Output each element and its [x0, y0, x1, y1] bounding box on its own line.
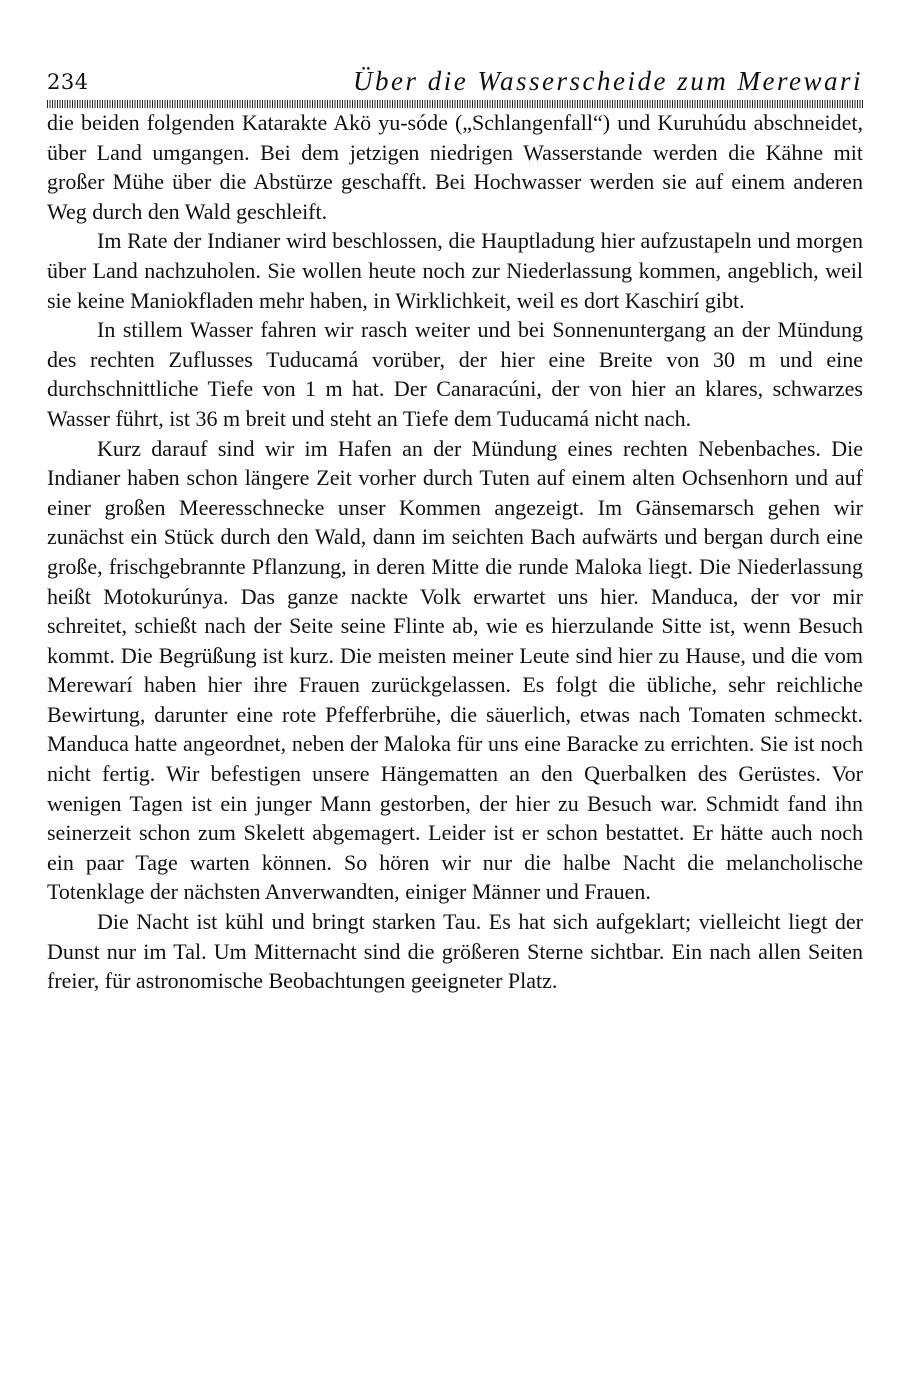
paragraph: Die Nacht ist kühl und bringt starken Tau. Es hat sich aufgeklart; vielleicht liegt der Dunst nur im Tal. Um Mitternacht sind die größeren Sterne sichtbar. Ein nach allen Seiten freier, für astronomische Beobachtungen geeigneter Platz.	[47, 909, 863, 994]
book-page	[47, 66, 863, 996]
paragraph: Kurz darauf sind wir im Hafen an der Mündung eines rechten Nebenbaches. Die Indianer haben schon längere Zeit vorher durch Tuten auf einem alten Ochsenhorn und auf einer großen Meeresschnecke unser Kommen angezeigt. Im Gänsemarsch gehen wir zunächst ein Stück durch den Wald, dann im seichten Bach aufwärts und bergan durch eine große, frischgebrannte Pflanzung, in deren Mitte die runde Maloka liegt. Die Niederlassung heißt Motokurúnya. Das ganze nackte Volk erwartet uns hier. Manduca, der vor mir schreitet, schießt nach der Seite seine Flinte ab, wie es hierzulande Sitte ist, wenn Besuch kommt. Die Begrüßung ist kurz. Die meisten meiner Leute sind hier zu Hause, und die vom Merewarí haben hier ihre Frauen zurückgelassen. Es folgt die übliche, sehr reichliche Bewirtung, darunter eine rote Pfefferbrühe, die säuerlich, etwas nach Tomaten schmeckt. Manduca hatte angeordnet, neben der Maloka für uns eine Baracke zu errichten. Sie ist noch nicht fertig. Wir befestigen unsere Hängematten an den Querbalken des Gerüstes. Vor wenigen Tagen ist ein junger Mann gestorben, der hier zu Besuch war. Schmidt fand ihn seinerzeit schon zum Skelett abgemagert. Leider ist er schon bestattet. Er hätte auch noch ein paar Tage warten können. So hören wir nur die halbe Nacht die melancholische Totenklage der nächsten Anverwandten, einiger Männer und Frauen.	[47, 435, 863, 905]
paragraph-continuation: die beiden folgenden Katarakte Akö yu-sóde („Schlangenfall“) und Kuruhúdu abschneidet, über Land umgangen. Bei dem jetzigen niedrigen Wasserstande werden die Kähne mit großer Mühe über die Abstürze geschafft. Bei Hochwasser werden sie auf einem anderen Weg durch den Wald geschleift.	[47, 110, 863, 224]
running-head	[47, 66, 863, 102]
running-title: Über die Wasserscheide zum Merewari	[353, 66, 863, 96]
page-number: 234	[47, 70, 89, 94]
paragraph: In stillem Wasser fahren wir rasch weiter und bei Sonnenuntergang an der Mündung des rechten Zuflusses Tuducamá vorüber, der hier eine Breite von 30 m und eine durchschnittliche Tiefe von 1 m hat. Der Canaracúni, der von hier an klares, schwarzes Wasser führt, ist 36 m breit und steht an Tiefe dem Tuducamá nicht nach.	[47, 317, 863, 431]
paragraph: Im Rate der Indianer wird beschlossen, die Hauptladung hier aufzustapeln und morgen über Land nachzuholen. Sie wollen heute noch zur Niederlassung kommen, angeblich, weil sie keine Maniokfladen mehr haben, in Wirklichkeit, weil es dort Kaschirí gibt.	[47, 228, 863, 313]
body-text	[47, 108, 863, 996]
